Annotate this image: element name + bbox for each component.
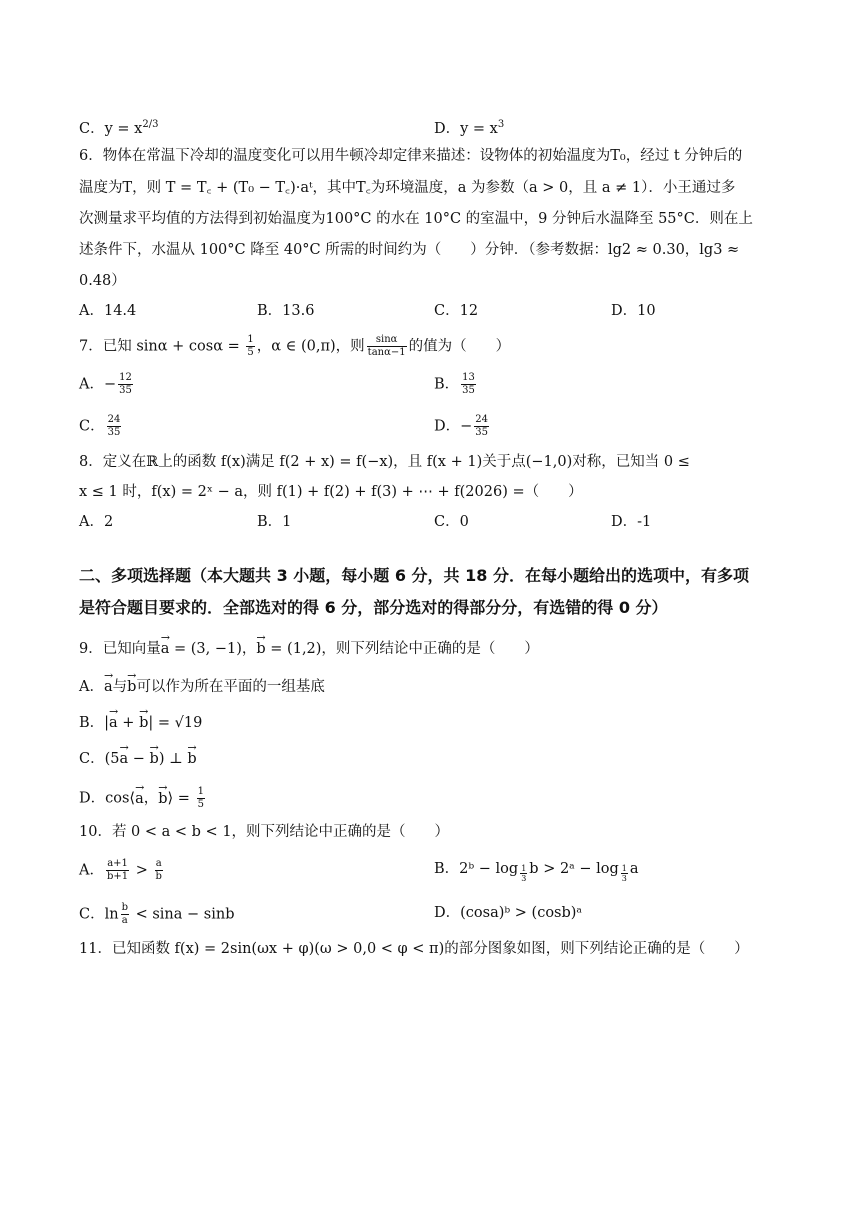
q8-line-2: x ≤ 1 时，f(x) = 2ˣ − a，则 f(1) + f(2) + f(3) + ⋯ + f(2026) =（ ） [79, 484, 583, 500]
q6-line-1: 6．物体在常温下冷却的温度变化可以用牛顿冷却定律来描述：设物体的初始温度为T₀，经过 t 分钟后的 [79, 148, 743, 164]
q7-option-a: A．− $\frac{12}{35}$ [79, 372, 132, 396]
q6-option-b: B．13.6 [257, 303, 315, 319]
q5-option-c: C．$y = x^{2/3}$ [79, 119, 159, 137]
q7-option-b: B． $\frac{13}{35}$ [434, 372, 475, 396]
q6-option-c: C．12 [434, 303, 479, 319]
q7-option-d: D．− $\frac{24}{35}$ [434, 414, 489, 438]
section-2-heading-line-2: 是符合题目要求的．全部选对的得 6 分，部分选对的得部分分，有选错的得 0 分） [79, 598, 668, 617]
q10-option-b: B．2ᵇ − log $\frac{1}{3}$ b > 2ᵃ − log $\frac{1}{3}$ a [434, 861, 639, 883]
q6-option-d: D．10 [611, 303, 656, 319]
q8-option-d: D．-1 [611, 514, 652, 530]
q7-stem: 7．已知 sinα + cosα = $\frac{1}{5}$ ，α ∈ (0,π)，则 $\frac{\sin\alpha}{\tan\alpha-1}$ 的值为（ ） [79, 334, 511, 358]
q8-option-b: B．1 [257, 514, 292, 530]
q10-option-d: D．(cosa)ᵇ > (cosb)ᵃ [434, 905, 583, 921]
q8-option-c: C．0 [434, 514, 469, 530]
q6-line-4: 述条件下，水温从 100°C 降至 40°C 所需的时间约为（ ）分钟．（参考数据：lg2 ≈ 0.30，lg3 ≈ [79, 242, 740, 258]
section-2-heading-line-1: 二、多项选择题（本大题共 3 小题，每小题 6 分，共 18 分．在每小题给出的选项中，有多项 [79, 566, 749, 585]
q8-option-a: A．2 [79, 514, 114, 530]
q9-option-d: D．cos⟨→ a，→ b⟩ = $\frac{1}{5}$ [79, 786, 207, 811]
q6-line-3: 次测量求平均值的方法得到初始温度为100°C 的水在 10°C 的室温中，9 分钟后水温降至 55°C．则在上 [79, 211, 753, 227]
q10-stem: 10．若 0 < a < b < 1，则下列结论中正确的是（ ） [79, 824, 450, 840]
q8-line-1: 8．定义在ℝ上的函数 f(x)满足 f(2 + x) = f(−x)，且 f(x + 1)关于点(−1,0)对称，已知当 0 ≤ [79, 454, 690, 470]
q11-stem: 11．已知函数 f(x) = 2sin(ωx + φ)(ω > 0,0 < φ < π)的部分图象如图，则下列结论正确的是（ ） [79, 941, 749, 957]
q6-line-5: 0.48） [79, 273, 126, 289]
q6-option-a: A．14.4 [79, 303, 137, 319]
q10-option-a: A． $\frac{a+1}{b+1}$ > $\frac{a}{b}$ [79, 858, 162, 882]
q9-stem: 9．已知向量→ a = (3, −1)，→ b = (1,2)，则下列结论中正确的是（ ） [79, 638, 539, 660]
q9-option-c: C．(5→ a − → b) ⊥ → b [79, 748, 197, 770]
q6-line-2: 温度为T，则 T = T꜀ + (T₀ − T꜀)·aᵗ，其中T꜀为环境温度，a 为参数（a > 0，且 a ≠ 1）．小王通过多 [79, 180, 736, 196]
q9-option-a: A．→ a与→ b可以作为所在平面的一组基底 [79, 676, 325, 698]
q7-option-c: C． $\frac{24}{35}$ [79, 414, 121, 438]
q10-option-c: C．ln $\frac{b}{a}$ < sina − sinb [79, 902, 235, 926]
q5-option-d: D．$y = x^3$ [434, 119, 505, 137]
q9-option-b: B．|→ a + → b| = √19 [79, 712, 202, 734]
